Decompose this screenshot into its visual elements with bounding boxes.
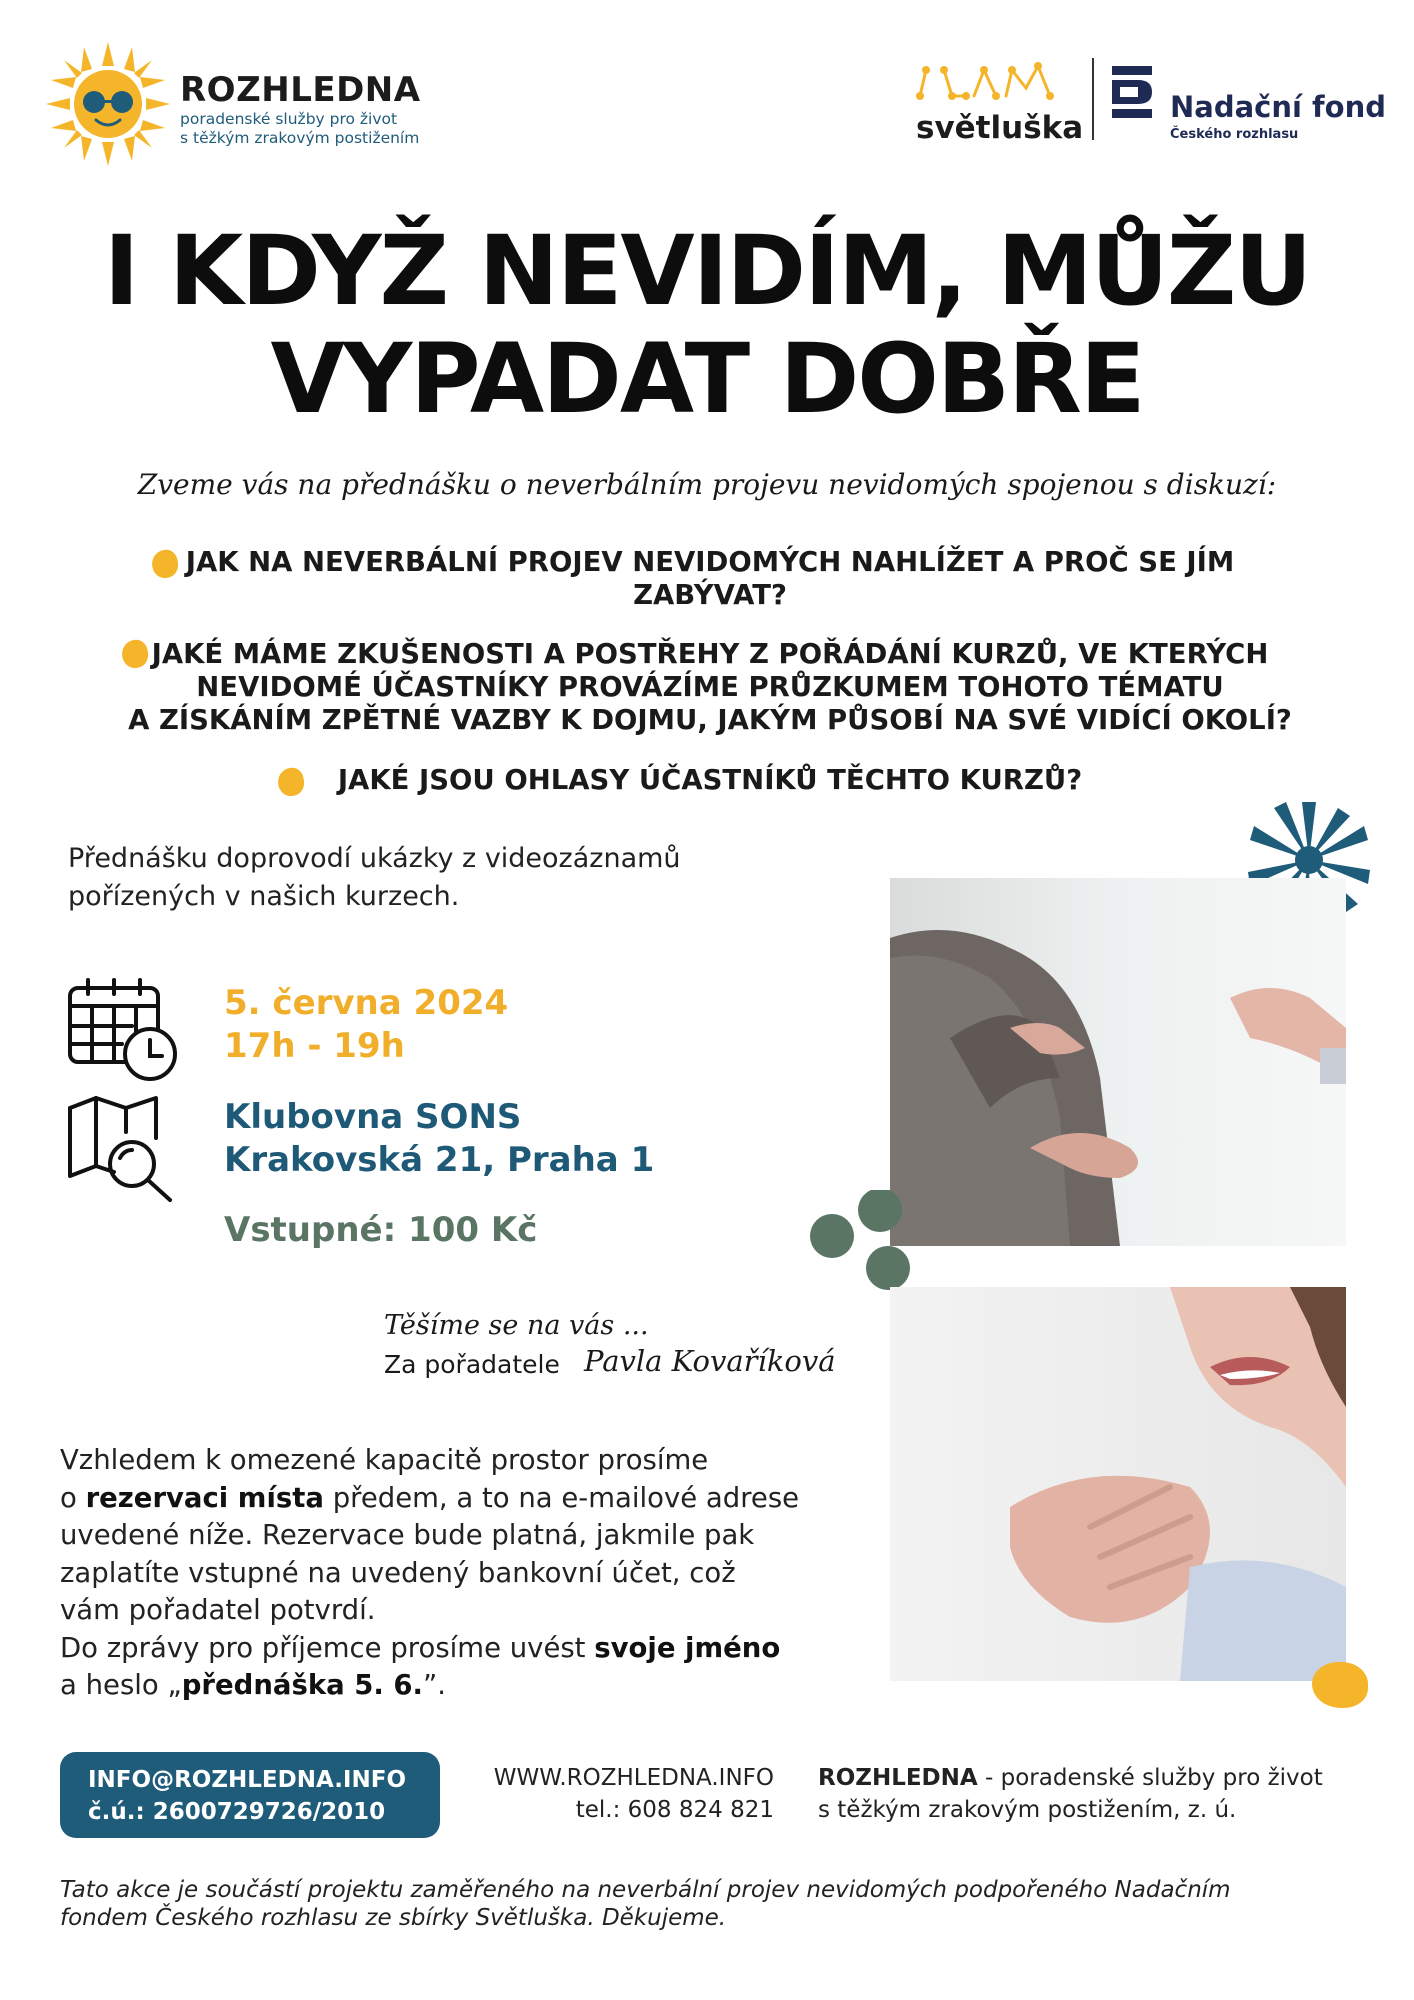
reservation-line: Vzhledem k omezené kapacitě prostor prosíme — [60, 1444, 709, 1476]
nadacni-fond-title: Nadační fond — [1170, 90, 1386, 124]
reservation-info — [60, 1442, 850, 1705]
question-2-line1: JAKÉ MÁME ZKUŠENOSTI A POSTŘEHY Z POŘÁDÁNÍ KURZŮ, VE KTERÝCH — [151, 638, 1269, 670]
reservation-line: vám pořadatel potvrdí. — [60, 1594, 376, 1626]
reservation-line — [60, 1667, 850, 1705]
footnote-line2: fondem Českého rozhlasu ze sbírky Světluška. Děkujeme. — [60, 1905, 727, 1931]
org-desc: - poradenské služby pro život — [977, 1765, 1323, 1791]
cesky-rozhlas-icon — [1112, 66, 1156, 118]
map-search-icon — [66, 1092, 180, 1204]
question-2 — [100, 638, 1320, 737]
question-3 — [100, 764, 1320, 797]
org-name: ROZHLEDNA — [818, 1765, 978, 1791]
photo-gesturing-hands — [890, 878, 1346, 1246]
calendar-clock-icon — [66, 976, 180, 1082]
signature-name: Pavla Kovaříková — [584, 1344, 836, 1378]
rozhledna-logo-title: ROZHLEDNA — [180, 70, 421, 110]
org-line1 — [818, 1762, 1378, 1794]
headline-line1: I KDYŽ NEVIDÍM, MŮŽU — [103, 215, 1311, 327]
photo-speaking-woman-illustration — [890, 1287, 1346, 1681]
website-link[interactable]: WWW.ROZHLEDNA.INFO — [493, 1765, 774, 1791]
event-price: Vstupné: 100 Kč — [224, 1210, 538, 1250]
greeting-text: Těšíme se na vás ... — [384, 1310, 649, 1341]
rozhledna-tagline-line1: poradenské služby pro život — [180, 110, 398, 128]
photo-gesturing-hands-illustration — [890, 878, 1346, 1246]
svetluska-constellation-icon — [912, 56, 1062, 108]
header-divider — [1092, 58, 1094, 140]
contact-pill — [60, 1752, 440, 1838]
reservation-password: přednáška 5. 6. — [181, 1669, 423, 1701]
description-line1: Přednášku doprovodí ukázky z videozáznamů — [68, 843, 681, 874]
lecture-description — [68, 840, 828, 916]
nadacni-fond-subtitle: Českého rozhlasu — [1170, 127, 1299, 142]
rozhledna-logo-tagline — [180, 110, 419, 148]
reservation-text: a heslo „ — [60, 1669, 182, 1701]
question-1 — [100, 546, 1320, 612]
project-footnote — [60, 1876, 1360, 1932]
web-contact — [470, 1762, 774, 1826]
rozhledna-sun-logo-icon — [44, 40, 172, 168]
reservation-line: uvedené níže. Rezervace bude platná, jakmile pak — [60, 1519, 755, 1551]
question-2-line3: A ZÍSKÁNÍM ZPĚTNÉ VAZBY K DOJMU, JAKÝM PŮSOBÍ NA SVÉ VIDÍCÍ OKOLÍ? — [128, 704, 1292, 736]
reservation-line — [60, 1480, 850, 1518]
signature-label: Za pořadatele — [384, 1350, 560, 1379]
rozhledna-tagline-line2: s těžkým zrakovým postižením — [180, 129, 420, 147]
footnote-line1: Tato akce je součástí projektu zaměřeného na neverbální projev nevidomých podpořeného Nadačním — [60, 1877, 1231, 1903]
organization-info — [818, 1762, 1378, 1826]
question-3-line1: JAKÉ JSOU OHLASY ÚČASTNÍKŮ TĚCHTO KURZŮ? — [337, 764, 1083, 796]
reservation-line: zaplatíte vstupné na uvedený bankovní účet, což — [60, 1556, 736, 1589]
event-venue: Klubovna SONS — [224, 1097, 522, 1137]
reservation-text: předem, a to na e-mailové adrese — [323, 1481, 800, 1514]
phone-number: tel.: 608 824 821 — [575, 1797, 774, 1823]
svetluska-logo-word: světluška — [916, 110, 1084, 146]
contact-email-link[interactable]: INFO@ROZHLEDNA.INFO — [88, 1767, 407, 1793]
event-date-time — [224, 982, 508, 1068]
description-line2: pořízených v našich kurzech. — [68, 881, 460, 912]
question-1-line1: JAK NA NEVERBÁLNÍ PROJEV NEVIDOMÝCH NAHLÍŽET A PROČ SE JÍM — [185, 546, 1235, 578]
reservation-emphasis: rezervaci místa — [85, 1481, 324, 1514]
reservation-text: o — [60, 1481, 86, 1514]
photo-speaking-woman — [890, 1287, 1346, 1681]
question-2-line2: NEVIDOMÉ ÚČASTNÍKY PROVÁZÍME PRŮZKUMEM TOHOTO TÉMATU — [196, 671, 1224, 703]
decorative-yellow-blob — [1312, 1662, 1368, 1708]
question-1-line2: ZABÝVAT? — [633, 579, 787, 611]
event-address: Krakovská 21, Praha 1 — [224, 1140, 655, 1180]
reservation-text: ”. — [422, 1669, 446, 1701]
bank-account: č.ú.: 2600729726/2010 — [88, 1799, 386, 1825]
org-line2: s těžkým zrakovým postižením, z. ú. — [818, 1797, 1237, 1823]
invitation-text: Zveme vás na přednášku o neverbálním projevu nevidomých spojenou s diskuzí: — [137, 468, 1277, 501]
reservation-emphasis: svoje jméno — [594, 1631, 781, 1664]
event-location — [224, 1096, 654, 1182]
headline-line2: VYPADAT DOBŘE — [270, 323, 1144, 435]
reservation-text: Do zprávy pro příjemce prosíme uvést — [60, 1631, 595, 1664]
event-date: 5. června 2024 — [224, 983, 509, 1023]
event-time: 17h - 19h — [224, 1026, 405, 1066]
reservation-line — [60, 1630, 850, 1668]
